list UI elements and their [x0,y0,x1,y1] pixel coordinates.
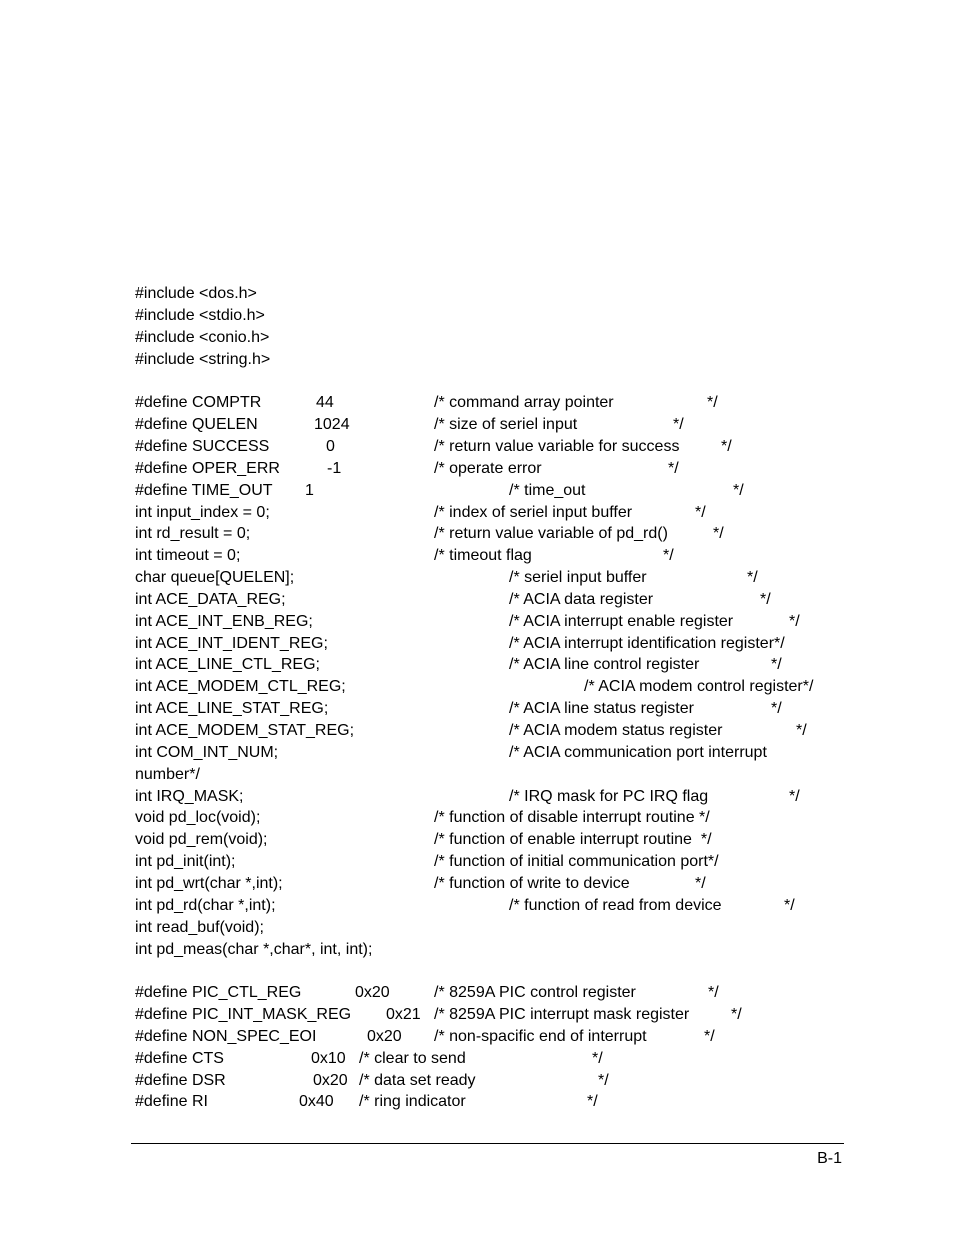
code-segment: */ [695,504,706,521]
code-segment: /* size of seriel input [434,416,578,433]
code-segment: #define DSR [135,1072,226,1089]
code-segment: #define SUCCESS [135,438,270,455]
code-segment: */ [592,1050,603,1067]
code-line [0,371,954,391]
code-segment: int rd_result = 0; [135,525,251,542]
footer-rule [131,1143,844,1144]
code-segment: /* function of enable interrupt routine */ [434,831,712,848]
code-segment: 1024 [314,416,350,433]
code-segment: #define TIME_OUT [135,482,273,499]
code-segment: void pd_rem(void); [135,831,268,848]
code-line [0,961,954,981]
code-line [0,677,954,697]
code-segment: */ [704,1028,715,1045]
code-line [0,983,954,1003]
code-segment: #define QUELEN [135,416,258,433]
code-line [0,459,954,479]
code-segment: /* timeout flag [434,547,532,564]
code-segment: int COM_INT_NUM; [135,744,279,761]
code-segment: */ [796,722,807,739]
code-segment: */ [707,394,718,411]
code-segment: */ [771,700,782,717]
code-line [0,590,954,610]
code-segment: void pd_loc(void); [135,809,261,826]
code-segment: 0x10 [311,1050,346,1067]
code-line [0,612,954,632]
code-segment: int timeout = 0; [135,547,241,564]
code-segment: 0x20 [355,984,390,1001]
code-segment: /* function of write to device [434,875,630,892]
code-segment: char queue[QUELEN]; [135,569,295,586]
code-segment: int input_index = 0; [135,504,270,521]
code-segment: */ [731,1006,742,1023]
code-segment: /* ACIA communication port interrupt [509,744,767,761]
code-segment: 0x21 [386,1006,421,1023]
code-segment: #define PIC_CTL_REG [135,984,302,1001]
code-segment: int pd_rd(char *,int); [135,897,276,914]
code-segment: #define RI [135,1093,208,1110]
code-line [0,765,954,785]
code-segment: /* ACIA interrupt enable register [509,613,734,630]
code-segment: #define CTS [135,1050,224,1067]
code-segment: #define OPER_ERR [135,460,280,477]
code-line [0,1027,954,1047]
code-segment: /* function of read from device [509,897,722,914]
code-segment: int ACE_DATA_REG; [135,591,286,608]
code-segment: 0x40 [299,1093,334,1110]
code-segment: int pd_init(int); [135,853,236,870]
code-segment: int ACE_INT_ENB_REG; [135,613,313,630]
code-segment: /* index of seriel input buffer [434,504,633,521]
code-segment: /* ring indicator [359,1093,466,1110]
code-segment: int IRQ_MASK; [135,788,244,805]
code-segment: /* return value variable for success [434,438,680,455]
code-line [0,437,954,457]
code-segment: /* function of initial communication port*/ [434,853,719,870]
code-segment: #include <conio.h> [135,329,270,346]
code-segment: /* data set ready [359,1072,476,1089]
code-segment: #include <stdio.h> [135,307,265,324]
code-segment: #include <dos.h> [135,285,257,302]
code-line [0,524,954,544]
code-line [0,896,954,916]
code-segment: */ [668,460,679,477]
code-line [0,874,954,894]
code-line [0,306,954,326]
code-line [0,808,954,828]
code-segment: #include <string.h> [135,351,271,368]
code-segment: /* non-spacific end of interrupt [434,1028,647,1045]
page-number: B-1 [817,1150,842,1167]
code-line [0,699,954,719]
code-line [0,634,954,654]
code-segment: #define PIC_INT_MASK_REG [135,1006,352,1023]
code-segment: */ [789,613,800,630]
code-line [0,918,954,938]
code-segment: 0 [326,438,335,455]
code-segment: */ [673,416,684,433]
code-line [0,350,954,370]
code-line [0,852,954,872]
code-segment: */ [713,525,724,542]
code-segment: 0x20 [367,1028,402,1045]
code-line [0,1049,954,1069]
code-segment: -1 [327,460,342,477]
code-segment: int ACE_MODEM_STAT_REG; [135,722,355,739]
code-segment: */ [733,482,744,499]
code-segment: /* seriel input buffer [509,569,647,586]
code-segment: /* ACIA data register [509,591,654,608]
code-line [0,787,954,807]
code-segment: 1 [305,482,314,499]
code-segment: int ACE_LINE_CTL_REG; [135,656,320,673]
code-segment: */ [760,591,771,608]
code-segment: /* return value variable of pd_rd() [434,525,668,542]
code-line [0,721,954,741]
code-line [0,655,954,675]
code-segment: */ [695,875,706,892]
code-line [0,1071,954,1091]
code-segment: */ [747,569,758,586]
code-line [0,481,954,501]
code-line [0,328,954,348]
code-segment: int read_buf(void); [135,919,264,936]
code-segment: */ [598,1072,609,1089]
code-segment: #define COMPTR [135,394,262,411]
code-line [0,830,954,850]
code-segment: 0x20 [313,1072,348,1089]
code-segment: /* clear to send [359,1050,466,1067]
code-segment: */ [771,656,782,673]
code-line [0,568,954,588]
code-segment: number*/ [135,766,200,783]
code-segment: /* 8259A PIC interrupt mask register [434,1006,690,1023]
code-line [0,1092,954,1112]
code-segment: */ [708,984,719,1001]
code-segment: int pd_wrt(char *,int); [135,875,283,892]
code-segment: /* ACIA modem control register*/ [584,678,814,695]
code-segment: /* 8259A PIC control register [434,984,636,1001]
code-segment: /* operate error [434,460,542,477]
code-segment: int ACE_INT_IDENT_REG; [135,635,328,652]
code-segment: */ [789,788,800,805]
code-segment: /* ACIA line status register [509,700,694,717]
code-segment: int pd_meas(char *,char*, int, int); [135,941,373,958]
code-segment: #define NON_SPEC_EOI [135,1028,317,1045]
code-line [0,415,954,435]
code-segment: /* function of disable interrupt routine */ [434,809,710,826]
code-segment: int ACE_LINE_STAT_REG; [135,700,329,717]
code-segment: /* ACIA modem status register [509,722,723,739]
code-segment: */ [784,897,795,914]
code-line [0,393,954,413]
code-segment: */ [587,1093,598,1110]
code-line [0,940,954,960]
code-line [0,1005,954,1025]
code-segment: int ACE_MODEM_CTL_REG; [135,678,346,695]
code-segment: /* IRQ mask for PC IRQ flag [509,788,709,805]
code-line [0,284,954,304]
code-line [0,503,954,523]
code-segment: /* ACIA interrupt identification register*/ [509,635,785,652]
code-line [0,743,954,763]
code-segment: 44 [316,394,334,411]
code-line [0,546,954,566]
code-segment: */ [721,438,732,455]
code-segment: /* ACIA line control register [509,656,700,673]
code-segment: /* time_out [509,482,586,499]
code-segment: /* command array pointer [434,394,614,411]
code-segment: */ [663,547,674,564]
